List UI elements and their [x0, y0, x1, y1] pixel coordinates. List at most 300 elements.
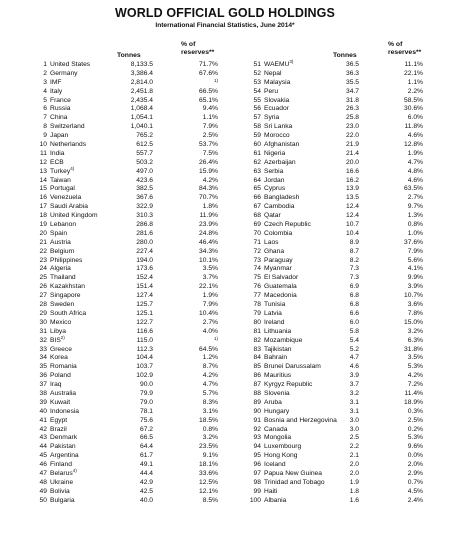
tonnes-cell: 8.7	[349, 247, 359, 255]
table-row	[33, 88, 218, 97]
country-name: Czech Republic	[264, 221, 311, 229]
right-table-header	[248, 38, 423, 61]
country-name: Taiwan	[50, 176, 71, 184]
country-name: Tunisia	[264, 301, 286, 309]
table-row	[248, 319, 423, 328]
country-name: Switzerland	[50, 123, 85, 131]
tonnes-cell: 125.7	[136, 301, 153, 309]
country-cell	[264, 88, 278, 97]
table-row	[248, 194, 423, 203]
pct-reserves-cell: 0.7%	[407, 478, 423, 486]
rank-cell: 22	[39, 247, 47, 255]
tonnes-cell: 3.2	[349, 389, 359, 397]
country-cell	[50, 257, 82, 266]
rank-cell: 87	[253, 381, 261, 389]
tonnes-cell: 112.3	[136, 345, 153, 353]
country-cell	[264, 363, 321, 372]
country-name: Iceland	[264, 461, 286, 469]
table-row	[248, 337, 423, 346]
table-row	[33, 150, 218, 159]
country-cell	[264, 488, 277, 497]
rank-cell: 70	[253, 229, 261, 237]
rank-cell: 21	[39, 238, 47, 246]
tonnes-cell: 78.1	[139, 407, 153, 415]
rank-cell: 57	[253, 114, 261, 122]
tonnes-cell: 194.0	[136, 256, 153, 264]
rank-cell: 55	[253, 96, 261, 104]
table-row	[33, 248, 218, 257]
table-row	[33, 283, 218, 292]
tonnes-cell: 12.4	[345, 203, 359, 211]
country-cell	[50, 132, 68, 141]
tonnes-cell: 13.9	[345, 185, 359, 193]
table-row	[248, 363, 423, 372]
country-name: Luxembourg	[264, 443, 302, 451]
country-cell	[264, 123, 292, 132]
rank-cell: 84	[253, 354, 261, 362]
rank-cell: 39	[39, 398, 47, 406]
tonnes-cell: 6.0	[349, 318, 359, 326]
pct-reserves-cell: 12.8%	[404, 141, 423, 149]
table-row	[248, 105, 423, 114]
country-name: Azerbaijan	[264, 158, 296, 166]
table-row	[33, 123, 218, 132]
rank-cell: 92	[253, 425, 261, 433]
pct-reserves-cell: 53.7%	[199, 141, 218, 149]
country-cell	[50, 408, 79, 417]
rank-cell: 15	[39, 185, 47, 193]
rank-cell: 10	[39, 141, 47, 149]
tonnes-cell: 16.6	[345, 167, 359, 175]
rank-cell: 73	[253, 256, 261, 264]
rank-cell: 80	[253, 318, 261, 326]
rank-cell: 7	[43, 114, 47, 122]
country-cell	[50, 105, 70, 114]
country-cell	[50, 301, 74, 310]
page-title: WORLD OFFICIAL GOLD HOLDINGS	[115, 6, 335, 20]
pct-reserves-cell: 3.2%	[202, 434, 218, 442]
country-cell	[50, 114, 67, 123]
tonnes-cell: 2,814.0	[130, 78, 153, 86]
country-cell	[264, 301, 285, 310]
pct-reserves-cell: 2.5%	[407, 416, 423, 424]
country-cell	[264, 328, 291, 337]
rank-cell: 89	[253, 398, 261, 406]
country-cell	[264, 319, 284, 328]
pct-reserves-cell: 4.7%	[202, 381, 218, 389]
rank-cell: 23	[39, 256, 47, 264]
table-row	[33, 479, 218, 488]
pct-reserves-cell: 3.5%	[202, 265, 218, 273]
pct-header-line1: % of	[181, 41, 196, 48]
country-cell	[50, 150, 65, 159]
pct-reserves-cell: 4.5%	[407, 487, 423, 495]
table-row	[33, 70, 218, 79]
tonnes-header: Tonnes	[333, 52, 357, 59]
country-name: Bolivia	[50, 487, 70, 495]
rank-cell: 98	[253, 478, 261, 486]
country-cell	[50, 239, 71, 248]
table-row	[248, 123, 423, 132]
pct-header-line2: reserves**	[181, 49, 215, 56]
rank-cell: 37	[39, 381, 47, 389]
table-row	[33, 239, 218, 248]
pct-reserves-header	[181, 41, 214, 57]
rank-cell: 90	[253, 407, 261, 415]
pct-reserves-cell: 0.0%	[407, 452, 423, 460]
country-name: Mongolia	[264, 434, 292, 442]
table-row	[33, 399, 218, 408]
pct-reserves-cell: 1.1%	[407, 78, 423, 86]
country-cell	[264, 390, 290, 399]
table-row	[248, 212, 423, 221]
tonnes-cell: 5.8	[349, 327, 359, 335]
left-table-header	[33, 38, 218, 61]
tonnes-cell: 322.9	[136, 203, 153, 211]
country-name: Greece	[50, 345, 72, 353]
tonnes-cell: 5.4	[349, 336, 359, 344]
table-row	[33, 381, 218, 390]
rank-cell: 47	[39, 469, 47, 477]
country-cell	[264, 372, 291, 381]
country-name: Spain	[50, 229, 68, 237]
pct-reserves-cell: 5.3%	[407, 363, 423, 371]
pct-reserves-cell: 22.1%	[199, 283, 218, 291]
country-name: Ukraine	[50, 478, 74, 486]
tonnes-cell: 280.0	[136, 238, 153, 246]
rank-cell: 41	[39, 416, 47, 424]
pct-reserves-cell: 84.3%	[199, 185, 218, 193]
tonnes-cell: 40.0	[139, 496, 153, 504]
table-row	[248, 310, 423, 319]
country-name: Australia	[50, 389, 77, 397]
rank-cell: 28	[39, 301, 47, 309]
rank-cell: 45	[39, 452, 47, 460]
country-name: Portugal	[50, 185, 75, 193]
country-name: Kyrgyz Republic	[264, 381, 313, 389]
rank-cell: 12	[39, 158, 47, 166]
country-name: Indonesia	[50, 407, 80, 415]
table-row	[33, 61, 218, 70]
country-name: Albania	[264, 496, 287, 504]
country-cell	[264, 354, 287, 363]
tonnes-cell: 557.7	[136, 149, 153, 157]
table-row	[248, 408, 423, 417]
pct-reserves-cell: 37.6%	[404, 238, 423, 246]
country-cell	[50, 194, 81, 203]
country-cell	[50, 390, 76, 399]
table-row	[248, 274, 423, 283]
country-name: Japan	[50, 132, 69, 140]
country-cell	[50, 274, 76, 283]
country-name: Aruba	[264, 398, 282, 406]
pct-reserves-cell: 12.1%	[199, 487, 218, 495]
pct-reserves-cell: 18.9%	[404, 398, 423, 406]
rank-cell: 32	[39, 336, 47, 344]
pct-reserves-cell: 4.1%	[407, 265, 423, 273]
pct-reserves-cell: 7.5%	[202, 149, 218, 157]
country-name: Slovenia	[264, 389, 290, 397]
rank-cell: 35	[39, 363, 47, 371]
pct-reserves-cell: 9.1%	[202, 452, 218, 460]
table-row	[33, 141, 218, 150]
table-row	[248, 470, 423, 479]
country-cell	[50, 363, 77, 372]
country-name: Libya	[50, 327, 66, 335]
table-row	[248, 141, 423, 150]
rank-cell: 74	[253, 265, 261, 273]
rank-cell: 52	[253, 69, 261, 77]
country-name: Belarus	[50, 469, 73, 477]
table-row	[248, 185, 423, 194]
country-cell	[50, 479, 73, 488]
rank-cell: 43	[39, 434, 47, 442]
country-name: Hong Kong	[264, 452, 298, 460]
table-row	[248, 328, 423, 337]
rank-cell: 62	[253, 158, 261, 166]
tonnes-cell: 103.7	[136, 363, 153, 371]
table-row	[248, 292, 423, 301]
table-row	[248, 79, 423, 88]
country-name: Iraq	[50, 381, 62, 389]
pct-reserves-cell: 4.0%	[202, 327, 218, 335]
rank-cell: 91	[253, 416, 261, 424]
country-cell	[264, 212, 281, 221]
table-row	[33, 426, 218, 435]
rank-cell: 67	[253, 203, 261, 211]
country-cell	[50, 265, 71, 274]
tonnes-cell: 227.4	[136, 247, 153, 255]
tonnes-cell: 116.6	[136, 327, 153, 335]
table-row	[248, 265, 423, 274]
country-cell	[264, 58, 294, 70]
country-cell	[50, 177, 71, 186]
country-cell	[264, 114, 279, 123]
pct-reserves-cell: 6.0%	[407, 114, 423, 122]
pct-reserves-cell: 67.6%	[199, 69, 218, 77]
pct-reserves-cell: 2.5%	[202, 132, 218, 140]
tonnes-cell: 61.7	[139, 452, 153, 460]
country-name: Bulgaria	[50, 496, 75, 504]
rank-cell: 100	[249, 496, 261, 504]
table-row	[248, 230, 423, 239]
country-name: Trinidad and Tobago	[264, 478, 325, 486]
rank-cell: 8	[43, 123, 47, 131]
country-name: Algeria	[50, 265, 71, 273]
country-name: Sri Lanka	[264, 123, 293, 131]
rank-cell: 24	[39, 265, 47, 273]
tonnes-cell: 3.7	[349, 381, 359, 389]
country-cell	[50, 488, 70, 497]
country-name: Sweden	[50, 301, 75, 309]
tonnes-cell: 44.4	[139, 469, 153, 477]
country-name: Ghana	[264, 247, 285, 255]
right-table	[248, 38, 423, 506]
country-name: Russia	[50, 105, 71, 113]
tonnes-cell: 367.6	[136, 194, 153, 202]
tonnes-cell: 49.1	[139, 461, 153, 469]
country-cell	[264, 159, 296, 168]
tonnes-cell: 36.3	[345, 69, 359, 77]
table-row	[248, 97, 423, 106]
rank-cell: 29	[39, 309, 47, 317]
pct-reserves-cell: 0.2%	[407, 425, 423, 433]
rank-cell: 94	[253, 443, 261, 451]
table-row	[33, 301, 218, 310]
country-cell	[264, 194, 299, 203]
country-cell	[264, 417, 337, 426]
tonnes-cell: 64.4	[139, 443, 153, 451]
country-name: Malaysia	[264, 78, 291, 86]
table-row	[248, 58, 423, 70]
country-cell	[264, 248, 284, 257]
table-row	[248, 159, 423, 168]
tonnes-cell: 115.0	[136, 336, 153, 344]
country-name: Thailand	[50, 274, 76, 282]
pct-reserves-cell: 15.9%	[199, 167, 218, 175]
table-row	[248, 426, 423, 435]
table-row	[248, 168, 423, 177]
table-row	[33, 177, 218, 186]
tonnes-cell: 173.6	[136, 265, 153, 273]
rank-cell: 40	[39, 407, 47, 415]
table-row	[248, 221, 423, 230]
table-row	[33, 230, 218, 239]
country-name: Cyprus	[264, 185, 286, 193]
rank-cell: 2	[43, 69, 47, 77]
pct-reserves-cell: 1.3%	[407, 212, 423, 220]
country-cell	[50, 123, 85, 132]
tonnes-cell: 7.3	[349, 265, 359, 273]
page-subtitle: International Financial Statistics, June 2014*	[155, 22, 295, 29]
country-cell	[264, 470, 322, 479]
tonnes-cell: 25.8	[345, 114, 359, 122]
tonnes-cell: 125.1	[136, 309, 153, 317]
country-cell	[50, 61, 90, 70]
pct-reserves-cell: 9.9%	[407, 274, 423, 282]
rank-cell: 44	[39, 443, 47, 451]
table-row	[33, 461, 218, 470]
pct-reserves-cell: 3.6%	[407, 301, 423, 309]
pct-reserves-cell: 1.2%	[202, 354, 218, 362]
country-name: Morocco	[264, 132, 290, 140]
country-name: Austria	[50, 238, 71, 246]
table-row	[248, 70, 423, 79]
country-cell	[264, 265, 292, 274]
country-name: Qatar	[264, 212, 281, 220]
tonnes-cell: 151.4	[136, 283, 153, 291]
rank-cell: 49	[39, 487, 47, 495]
country-cell	[50, 334, 65, 346]
pct-reserves-cell: 1.1%	[202, 114, 218, 122]
table-row	[33, 194, 218, 203]
pct-reserves-cell: 8.3%	[202, 398, 218, 406]
pct-reserves-cell: 2.4%	[407, 496, 423, 504]
rank-cell: 27	[39, 292, 47, 300]
country-cell	[50, 310, 86, 319]
pct-reserves-cell: 71.7%	[199, 61, 218, 68]
table-row	[33, 79, 218, 88]
country-cell	[50, 283, 85, 292]
country-cell	[50, 185, 75, 194]
country-cell	[264, 452, 297, 461]
pct-reserves-cell: 3.9%	[407, 283, 423, 291]
country-cell	[264, 203, 294, 212]
rank-cell: 14	[39, 176, 47, 184]
pct-reserves-cell: 1.9%	[407, 149, 423, 157]
rank-cell: 58	[253, 123, 261, 131]
rank-cell: 33	[39, 345, 47, 353]
country-cell	[264, 283, 297, 292]
rank-cell: 93	[253, 434, 261, 442]
tonnes-cell: 8.2	[349, 256, 359, 264]
pct-reserves-cell: 1)	[213, 335, 218, 341]
table-row	[33, 165, 218, 177]
country-cell	[50, 292, 81, 301]
country-name: Colombia	[264, 229, 293, 237]
tonnes-cell: 102.9	[136, 372, 153, 380]
country-name: Egypt	[50, 416, 68, 424]
tonnes-cell: 22.0	[345, 132, 359, 140]
country-cell	[264, 70, 281, 79]
country-cell	[50, 212, 98, 221]
rank-cell: 51	[253, 61, 261, 68]
pct-reserves-cell: 9.6%	[407, 443, 423, 451]
rank-cell: 77	[253, 292, 261, 300]
left-table	[33, 38, 218, 506]
table-row	[33, 114, 218, 123]
tonnes-cell: 67.2	[139, 425, 153, 433]
pct-reserves-cell: 18.1%	[199, 461, 218, 469]
tonnes-cell: 122.7	[136, 318, 153, 326]
rank-cell: 61	[253, 149, 261, 157]
rank-cell: 75	[253, 274, 261, 282]
tonnes-cell: 21.4	[345, 149, 359, 157]
rank-cell: 19	[39, 221, 47, 229]
country-cell	[50, 346, 72, 355]
tonnes-cell: 20.0	[345, 158, 359, 166]
country-name: Bosnia and Herzegovina	[264, 416, 337, 424]
table-row	[33, 443, 218, 452]
country-cell	[50, 497, 75, 506]
pct-reserves-cell: 4.2%	[202, 372, 218, 380]
rank-cell: 42	[39, 425, 47, 433]
tonnes-cell: 12.4	[345, 212, 359, 220]
pct-reserves-cell: 1.9%	[202, 292, 218, 300]
tonnes-cell: 6.9	[349, 283, 359, 291]
country-name: Mauritius	[264, 372, 292, 380]
table-row	[33, 185, 218, 194]
pct-reserves-cell: 1.0%	[407, 229, 423, 237]
table-row	[248, 461, 423, 470]
table-row	[33, 257, 218, 266]
tonnes-cell: 26.3	[345, 105, 359, 113]
country-name: Germany	[50, 69, 78, 77]
rank-cell: 46	[39, 461, 47, 469]
country-name: Denmark	[50, 434, 78, 442]
country-name: IMF	[50, 78, 62, 86]
table-row	[33, 132, 218, 141]
country-name: Pakistan	[50, 443, 76, 451]
tonnes-cell: 3.0	[349, 425, 359, 433]
tonnes-cell: 2.2	[349, 443, 359, 451]
rank-cell: 36	[39, 372, 47, 380]
rank-cell: 99	[253, 487, 261, 495]
country-name: Saudi Arabia	[50, 203, 88, 211]
table-row	[248, 354, 423, 363]
country-name: El Salvador	[264, 274, 299, 282]
country-cell	[264, 185, 285, 194]
